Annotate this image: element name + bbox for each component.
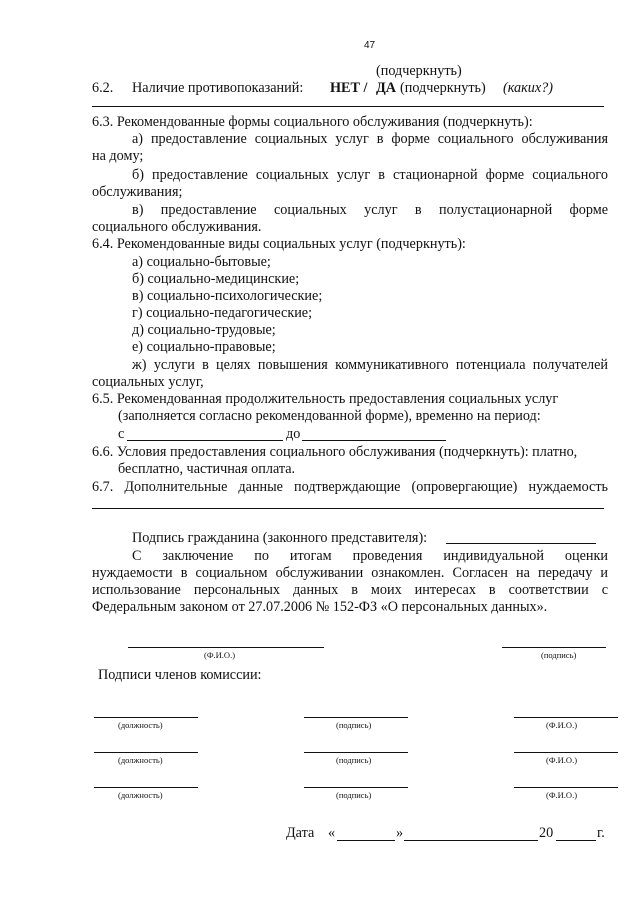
sign-field[interactable] xyxy=(304,717,408,718)
fio-caption: (Ф.И.О.) xyxy=(546,790,578,800)
consent-line: Федеральным законом от 27.07.2006 № 152-ФЗ «О персональных данных». xyxy=(92,599,548,615)
s65-from-field[interactable] xyxy=(127,440,283,441)
s67-fill-line[interactable] xyxy=(92,508,604,509)
s63-title: 6.3. Рекомендованные формы социального обслуживания (подчеркнуть): xyxy=(92,114,533,130)
date-day-field[interactable] xyxy=(337,840,395,841)
citizen-fio-caption: (Ф.И.О.) xyxy=(204,650,236,660)
page-number: 47 xyxy=(364,40,376,51)
date-close-quote: » xyxy=(396,825,404,841)
sign-field[interactable] xyxy=(304,752,408,753)
citizen-signature-label: Подпись гражданина (законного представителя): xyxy=(132,530,428,546)
s63-item-c: в) предоставление социальных услуг в полустационарной форме xyxy=(132,202,608,218)
sign-caption: (подпись) xyxy=(336,720,372,730)
s66-line2: бесплатно, частичная оплата. xyxy=(118,461,296,477)
s62-label: Наличие противопоказаний: xyxy=(132,80,304,96)
date-year-prefix: 20 xyxy=(539,825,554,841)
position-caption: (должность) xyxy=(118,790,163,800)
list-item: г) социально-педагогические; xyxy=(132,305,313,321)
list-item: а) социально-бытовые; xyxy=(132,254,271,270)
fio-field[interactable] xyxy=(514,787,618,788)
s65-to-label: до xyxy=(286,426,301,442)
fio-field[interactable] xyxy=(514,752,618,753)
s64-title: 6.4. Рекомендованные виды социальных услуг (подчеркнуть): xyxy=(92,236,466,252)
s63-item-a-cont: на дому; xyxy=(92,148,144,164)
s65-from-label: с xyxy=(118,426,125,442)
fio-field[interactable] xyxy=(514,717,618,718)
position-field[interactable] xyxy=(94,752,198,753)
s63-item-b-cont: обслуживания; xyxy=(92,184,183,200)
s66-line1: 6.6. Условия предоставления социального обслуживания (подчеркнуть): платно, xyxy=(92,444,578,460)
consent-line: С заключение по итогам проведения индивидуальной оценки xyxy=(132,548,608,564)
date-year-suffix: г. xyxy=(597,825,605,841)
s62-which: (каких?) xyxy=(503,80,553,96)
s65-to-field[interactable] xyxy=(302,440,446,441)
s63-item-a: а) предоставление социальных услуг в форме социального обслуживания xyxy=(132,131,608,147)
position-field[interactable] xyxy=(94,717,198,718)
list-item: ж) услуги в целях повышения коммуникативного потенциала получателей xyxy=(132,357,608,373)
list-item: в) социально-психологические; xyxy=(132,288,323,304)
list-item: д) социально-трудовые; xyxy=(132,322,276,338)
date-open-quote: « xyxy=(328,825,336,841)
fio-caption: (Ф.И.О.) xyxy=(546,755,578,765)
s62-no[interactable]: НЕТ / xyxy=(330,80,368,96)
s62-yes[interactable]: ДА xyxy=(376,80,397,96)
consent-line: использование персональных данных в моих интересах в соответствии с xyxy=(92,582,608,598)
s65-sub: (заполняется согласно рекомендованной форме), временно на период: xyxy=(118,408,541,424)
s62-number: 6.2. xyxy=(92,80,114,96)
list-item-cont: социальных услуг, xyxy=(92,374,204,390)
sign-caption: (подпись) xyxy=(336,755,372,765)
date-month-field[interactable] xyxy=(404,840,538,841)
s62-hint: (подчеркнуть) xyxy=(400,80,486,96)
date-year-field[interactable] xyxy=(556,840,596,841)
position-field[interactable] xyxy=(94,787,198,788)
citizen-sign-caption: (подпись) xyxy=(541,650,577,660)
s62-fill-line[interactable] xyxy=(92,106,604,107)
s63-item-c-cont: социального обслуживания. xyxy=(92,219,262,235)
sign-caption: (подпись) xyxy=(336,790,372,800)
s65-title: 6.5. Рекомендованная продолжительность предоставления социальных услуг xyxy=(92,391,559,407)
sign-field[interactable] xyxy=(304,787,408,788)
hint-underline: (подчеркнуть) xyxy=(376,63,462,79)
position-caption: (должность) xyxy=(118,720,163,730)
position-caption: (должность) xyxy=(118,755,163,765)
citizen-signature-field[interactable] xyxy=(446,543,596,544)
citizen-sign-field[interactable] xyxy=(502,647,606,648)
commission-title: Подписи членов комиссии: xyxy=(98,667,262,683)
consent-line: нуждаемости в социальном обслуживании ознакомлен. Согласен на передачу и xyxy=(92,565,608,581)
date-label: Дата xyxy=(286,825,315,841)
s63-item-b: б) предоставление социальных услуг в стационарной форме социального xyxy=(132,167,608,183)
fio-caption: (Ф.И.О.) xyxy=(546,720,578,730)
list-item: е) социально-правовые; xyxy=(132,339,276,355)
citizen-fio-field[interactable] xyxy=(128,647,324,648)
list-item: б) социально-медицинские; xyxy=(132,271,300,287)
s67-line1: 6.7. Дополнительные данные подтверждающие (опровергающие) нуждаемость xyxy=(92,479,608,495)
